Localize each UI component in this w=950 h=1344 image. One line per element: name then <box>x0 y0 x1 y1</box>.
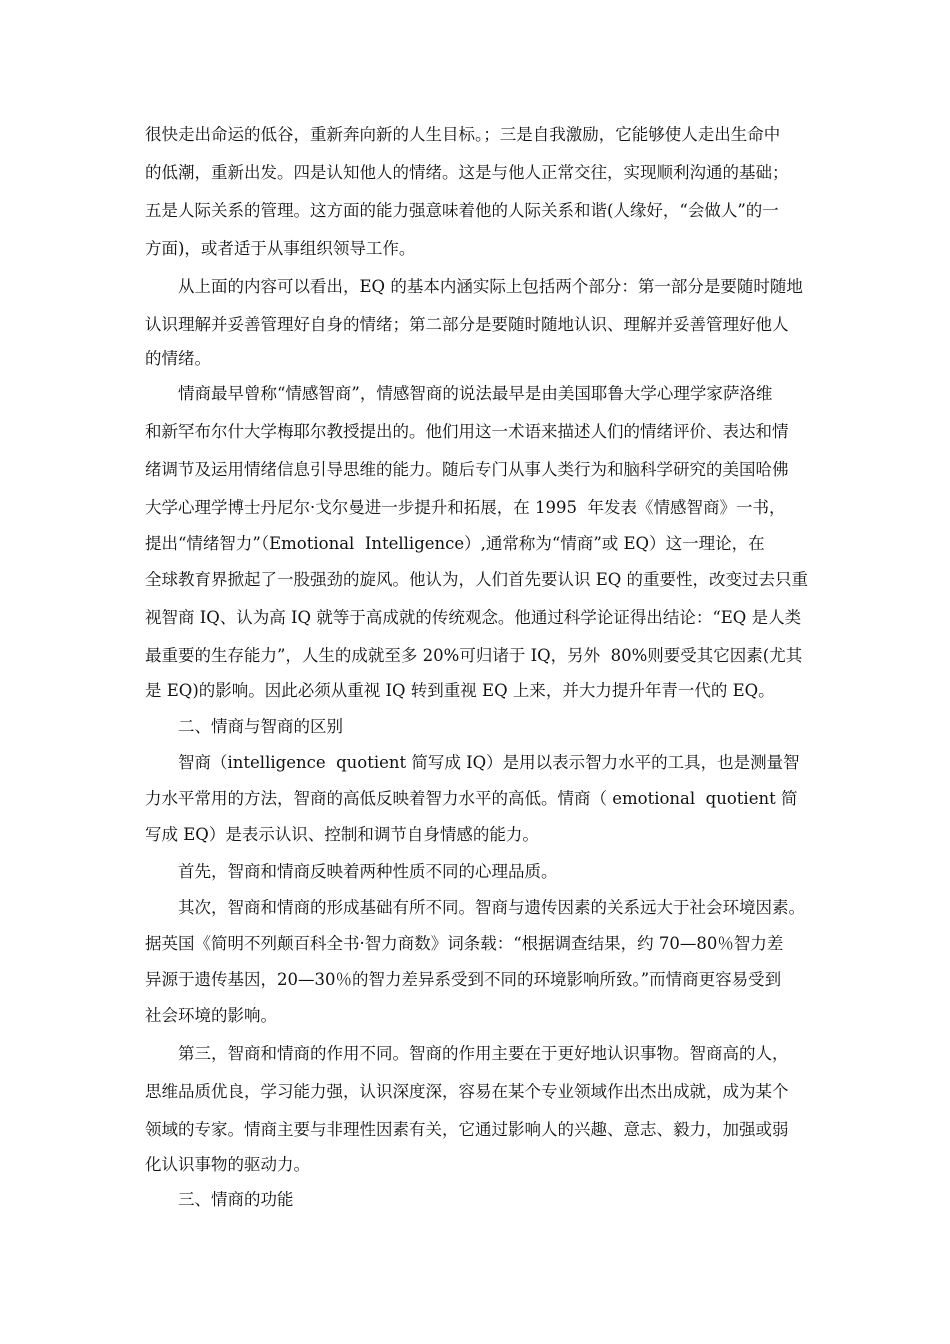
text-line: 和新罕布尔什大学梅耶尔教授提出的。他们用这一术语来描述人们的情绪评价、表达和情 <box>145 422 789 441</box>
paragraph-start-line: 情商最早曾称“情感智商”，情感智商的说法最早是由美国耶鲁大学心理学家萨洛维 <box>178 384 773 403</box>
text-line: 方面)，或者适于从事组织领导工作。 <box>145 239 416 258</box>
text-line: 据英国《简明不列颠百科全书·智力商数》词条载：“根据调查结果，约 70—80％智力差 <box>145 934 784 953</box>
text-line: 的低潮，重新出发。四是认知他人的情绪。这是与他人正常交往，实现顺利沟通的基础； <box>145 163 789 182</box>
text-line: 社会环境的影响。 <box>145 1006 277 1025</box>
text-line: 写成 EQ）是表示认识、控制和调节自身情感的能力。 <box>145 825 539 844</box>
text-line: 视智商 IQ、认为高 IQ 就等于高成就的传统观念。他通过科学论证得出结论：“EQ 是人类 <box>145 608 802 627</box>
text-line: 大学心理学博士丹尼尔·戈尔曼进一步提升和拓展，在 1995 年发表《情感智商》一书， <box>145 498 786 517</box>
section-heading: 三、情商的功能 <box>178 1190 294 1209</box>
text-line: 领域的专家。情商主要与非理性因素有关，它通过影响人的兴趣、意志、毅力，加强或弱 <box>145 1120 789 1139</box>
paragraph-start-line: 首先，智商和情商反映着两种性质不同的心理品质。 <box>178 862 558 881</box>
text-line: 的情绪。 <box>145 349 211 368</box>
text-line: 是 EQ)的影响。因此必须从重视 IQ 转到重视 EQ 上来，并大力提升年青一代的 EQ。 <box>145 681 775 700</box>
text-line: 很快走出命运的低谷，重新奔向新的人生目标。；三是自我激励，它能够使人走出生命中 <box>145 125 781 144</box>
paragraph-start-line: 其次，智商和情商的形成基础有所不同。智商与遗传因素的关系远大于社会环境因素。 <box>178 898 805 917</box>
paragraph-start-line: 从上面的内容可以看出，EQ 的基本内涵实际上包括两个部分：第一部分是要随时随地 <box>178 277 803 296</box>
text-line: 绪调节及运用情绪信息引导思维的能力。随后专门从事人类行为和脑科学研究的美国哈佛 <box>145 460 789 479</box>
text-line: 思维品质优良，学习能力强，认识深度深，容易在某个专业领域作出杰出成就，成为某个 <box>145 1082 789 1101</box>
text-line: 化认识事物的驱动力。 <box>145 1155 310 1174</box>
section-heading: 二、情商与智商的区别 <box>178 717 343 736</box>
text-line: 认识理解并妥善管理好自身的情绪；第二部分是要随时随地认识、理解并妥善管理好他人 <box>145 315 789 334</box>
paragraph-start-line: 第三，智商和情商的作用不同。智商的作用主要在于更好地认识事物。智商高的人， <box>178 1044 789 1063</box>
text-line: 最重要的生存能力”，人生的成就至多 20%可归诸于 IQ，另外 80%则要受其它因素(尤其 <box>145 646 803 665</box>
text-line: 全球教育界掀起了一股强劲的旋风。他认为，人们首先要认识 EQ 的重要性，改变过去只重 <box>145 570 809 589</box>
paragraph-start-line: 智商（intelligence quotient 简写成 IQ）是用以表示智力水平的工具，也是测量智 <box>178 753 800 772</box>
text-line: 力水平常用的方法，智商的高低反映着智力水平的高低。情商（ emotional quotient 简 <box>145 789 798 808</box>
text-line: 五是人际关系的管理。这方面的能力强意味着他的人际关系和谐(人缘好，“会做人”的一 <box>145 201 779 220</box>
text-line: 异源于遗传基因，20—30％的智力差异系受到不同的环境影响所致。”而情商更容易受到 <box>145 970 782 989</box>
text-line: 提出“情绪智力”（Emotional Intelligence）,通常称为“情商”或 EQ）这一理论，在 <box>145 534 765 553</box>
